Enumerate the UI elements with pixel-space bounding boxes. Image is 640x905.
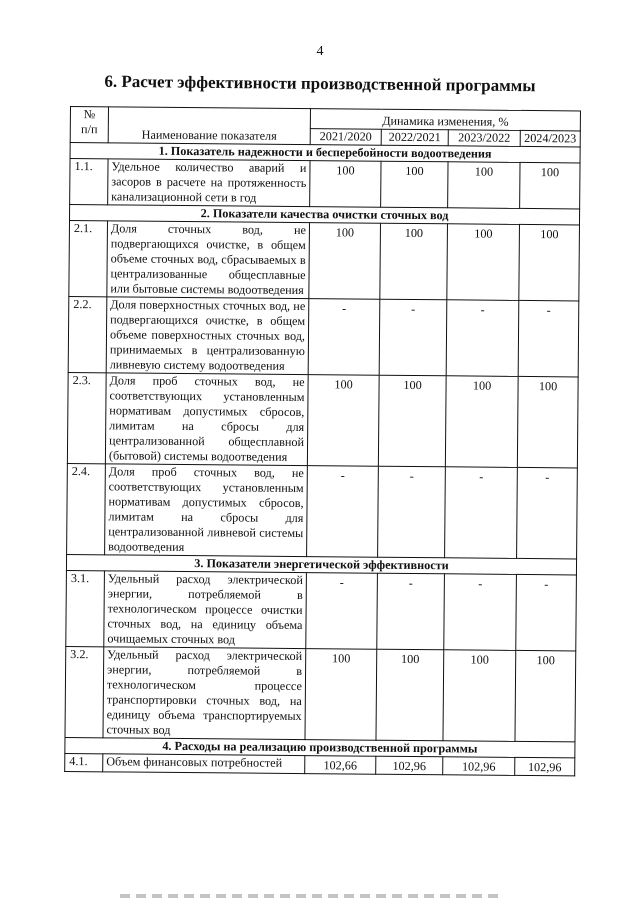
value-cell-3: - xyxy=(445,467,518,559)
indicator-name: Доля проб сточных вод, не соответствующих установленным нормативам допустимых сбросов, лимитам на сбросы для централизованной общесплавной (бытовой) системы водоотведения xyxy=(105,373,308,466)
header-year-4: 2024/2023 xyxy=(520,130,580,147)
value-cell-3: 102,96 xyxy=(443,757,515,776)
header-name-cell: Наименование показателя xyxy=(108,107,310,145)
value-cell-3: - xyxy=(444,574,517,651)
table-row xyxy=(70,159,580,209)
value-cell-2: 100 xyxy=(376,649,444,741)
section-title: 2. Показатели качества очистки сточных вод xyxy=(70,205,580,225)
row-number: 4.1. xyxy=(65,753,103,771)
value-cell-1: 100 xyxy=(309,223,381,300)
value-cell-4: 100 xyxy=(515,650,576,742)
scan-artifact xyxy=(120,894,500,898)
value-cell-2: - xyxy=(379,299,447,376)
value-cell-1: 100 xyxy=(305,649,377,741)
value-cell-2: - xyxy=(377,573,445,650)
value-cell-1: - xyxy=(307,466,379,558)
row-number: 3.2. xyxy=(65,646,104,737)
value-cell-2: 102,96 xyxy=(376,756,443,775)
header-dynamics-cell: Динамика изменения, % xyxy=(310,109,580,131)
value-cell-2: 100 xyxy=(381,161,448,208)
value-cell-3: 100 xyxy=(443,650,516,742)
value-cell-4: - xyxy=(516,574,577,651)
table-row xyxy=(66,570,577,650)
table-row xyxy=(68,296,579,376)
table-row xyxy=(65,753,575,775)
value-cell-2: 100 xyxy=(378,375,446,467)
value-cell-3: 100 xyxy=(445,376,518,468)
row-number: 2.3. xyxy=(67,372,106,463)
value-cell-3: 100 xyxy=(447,224,520,301)
indicator-name: Удельный расход электрической энергии, потребляемой в технологическом процессе транспортировки сточных вод, на единицу объема транспортируемых сточных вод xyxy=(103,647,306,740)
value-cell-1: - xyxy=(306,573,378,650)
indicator-name: Доля поверхностных сточных вод, не подвергающихся очистке, в общем объеме поверхностных сточных вод, принимаемых в централизованную ливневую систему водоотведения xyxy=(106,297,309,375)
indicator-name: Доля сточных вод, не подвергающихся очистке, в общем объеме сточных вод, сбрасываемых в централизованные общесплавные или бытовые системы водоотведения xyxy=(107,221,310,299)
row-number: 1.1. xyxy=(70,159,108,205)
table-header-row xyxy=(70,107,580,131)
value-cell-4: 100 xyxy=(520,162,580,209)
section-title: 1. Показатель надежности и бесперебойности водоотведения xyxy=(70,143,580,163)
value-cell-1: 100 xyxy=(307,375,379,467)
section-title: 3. Показатели энергетической эффективности xyxy=(66,554,576,574)
row-number: 2.1. xyxy=(69,221,108,297)
value-cell-4: 100 xyxy=(519,224,580,301)
row-number: 3.1. xyxy=(66,570,105,646)
value-cell-2: - xyxy=(378,466,446,558)
indicator-name: Удельный расход электрической энергии, потребляемой в технологическом процессе очистки сточных вод, на единицу объема очищаемых сточных вод xyxy=(104,571,307,649)
row-number: 2.2. xyxy=(68,296,107,372)
value-cell-4: 100 xyxy=(517,376,578,468)
value-cell-4: - xyxy=(517,467,578,559)
indicator-name: Доля проб сточных вод, не соответствующих установленным нормативам допустимых сбросов, лимитам на сбросы для централизованной ливневой системы водоотведения xyxy=(105,464,308,557)
section-title: 4. Расходы на реализацию производственной программы xyxy=(65,737,575,757)
value-cell-4: 102,96 xyxy=(515,757,575,776)
indicator-name: Объем финансовых потребностей xyxy=(103,754,305,774)
value-cell-3: - xyxy=(446,300,519,377)
page-number: 4 xyxy=(316,44,324,59)
efficiency-table xyxy=(64,106,581,776)
header-num-symbol: № xyxy=(83,107,96,122)
row-number: 2.4. xyxy=(67,463,106,554)
value-cell-1: 102,66 xyxy=(305,756,376,775)
header-year-3: 2023/2022 xyxy=(448,130,520,147)
table-row xyxy=(67,372,578,467)
header-year-1: 2021/2020 xyxy=(310,129,381,146)
header-year-2: 2022/2021 xyxy=(381,129,448,146)
table-row xyxy=(67,463,578,558)
table-row xyxy=(69,221,580,301)
value-cell-4: - xyxy=(518,300,579,377)
value-cell-1: 100 xyxy=(310,161,381,208)
header-num-abbr: п/п xyxy=(81,122,98,137)
indicator-name: Удельное количество аварий и засоров в расчете на протяженность канализационной сети в год xyxy=(108,159,310,207)
table-row xyxy=(65,646,576,741)
value-cell-2: 100 xyxy=(380,223,448,300)
value-cell-3: 100 xyxy=(448,162,520,209)
page-title: 6. Расчет эффективности производственной программы xyxy=(104,71,536,96)
header-num-cell xyxy=(70,107,108,143)
value-cell-1: - xyxy=(308,299,380,376)
